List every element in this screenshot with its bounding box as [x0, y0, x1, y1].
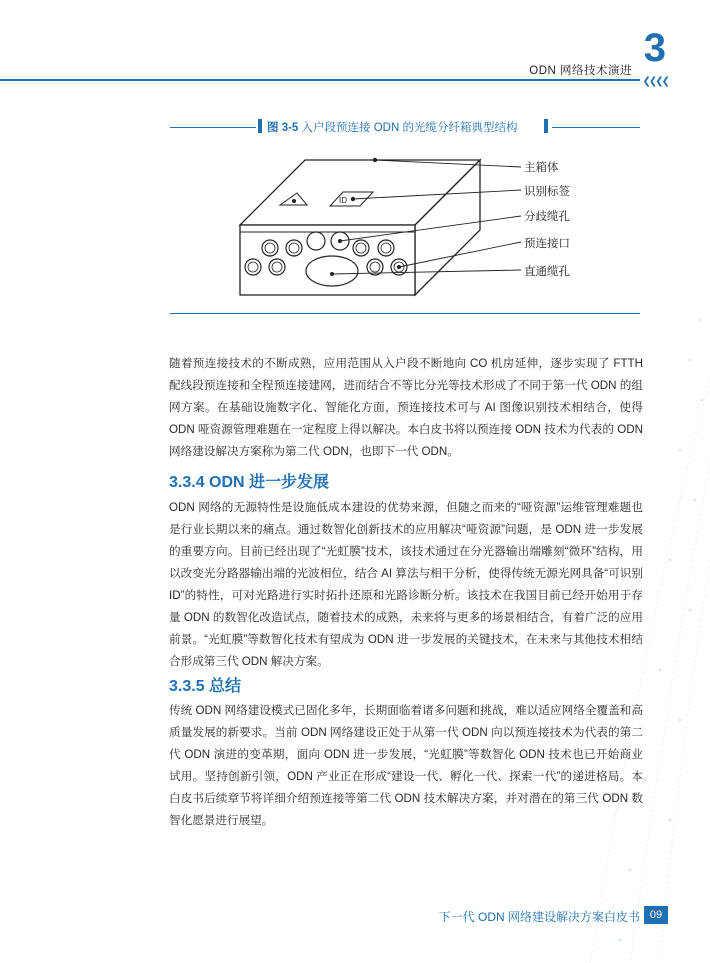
branch-hole: [353, 240, 369, 256]
footer-doc-title: 下一代 ODN 网络建设解决方案白皮书: [438, 910, 640, 924]
label-preconnect-port: 预连接口: [524, 238, 570, 250]
running-title: ODN 网络技术演进: [529, 65, 632, 77]
figure-caption: [267, 119, 517, 135]
section-335-text: 传统 ODN 网络建设模式已固化多年，长期面临着诸多问题和挑战，难以适应网络全覆盖和高质量发展的新要求。当前 ODN 网络建设正处于从第一代 ODN 向以预连接技术为代表的第二代 ODN 演进的变革期，面向 ODN 进一步发展，“光虹膜”等数智化 ODN 技术也已开始商业试用。坚持创新引领，ODN 产业正在形成“建设一代、孵化一代、探索一代”的递进格局。本白皮书后续章节将详细介绍预连接等第二代 ODN 技术解决方案，并对潜在的第三代 ODN 数智化愿景进行展望。: [169, 704, 643, 827]
chevron-decoration-icon: ❮❮❮❮: [642, 76, 668, 87]
label-branch-hole: 分歧缆孔: [524, 211, 570, 223]
through-hole: [306, 256, 358, 286]
chapter-number: 3: [643, 26, 666, 70]
section-title-335: 3.3.5 总结: [169, 678, 242, 695]
figure-title-row: [170, 117, 640, 137]
figure-caption-text: 入户段预连接 ODN 的光缆分纤箱典型结构: [301, 122, 518, 134]
intro-paragraph-text: 随着预连接技术的不断成熟，应用范围从入户段不断地向 CO 机房延伸，逐步实现了 FTTH 配线段预连接和全程预连接建网，进而结合不等比分光等技术形成了不同于第一代 ODN 的组网方案。在基础设施数字化、智能化方面，预连接技术可与 AI 图像识别技术相结合，使得 ODN 哑资源管理难题在一定程度上得以解决。本白皮书将以预连接 ODN 技术为代表的 ODN 网络建设解决方案称为第二代 ODN，也即下一代 ODN。: [169, 357, 643, 458]
label-through-hole: 直通缆孔: [524, 266, 570, 278]
section-334-text: ODN 网络的无源特性是设施低成本建设的优势来源，但随之而来的“哑资源”运维管理难题也是行业长期以来的痛点。通过数智化创新技术的应用解决“哑资源”问题，是 ODN 进一步发展的重要方向。目前已经出现了“光虹膜”技术，该技术通过在分光器输出端雕刻“微环”结构，用以改变光分路器输出端的光波相位，结合 AI 算法与相干分析，使得传统无源光网具备“可识别 ID”的特性，可对光路进行实时拓扑还原和光路诊断分析。该技术在我国目前已经开始用于存量 ODN 的数智化改造试点，随着技术的成熟，未来将与更多的场景相结合，有着广泛的应用前景。“光虹膜”等数智化技术有望成为 ODN 进一步发展的关键技术，在未来与其他技术相结合形成第三代 ODN 解决方案。: [169, 501, 643, 668]
label-main-box: 主箱体: [524, 162, 559, 174]
id-tag-text: ID: [339, 196, 347, 205]
branch-hole: [378, 240, 394, 256]
page-number: 09: [644, 906, 668, 924]
intro-paragraph: [169, 353, 643, 463]
figure-title-rule-right: [552, 127, 640, 128]
header-rule: [0, 79, 640, 81]
branch-hole: [286, 240, 302, 256]
figure-bottom-rule: [170, 313, 640, 314]
branch-hole: [262, 240, 278, 256]
triangle-dot: [292, 199, 296, 203]
figure-title-rule-left: [170, 127, 256, 128]
branch-hole: [269, 259, 285, 275]
figure-marker-right: [544, 119, 548, 133]
figure-marker-left: [258, 119, 262, 133]
branch-hole: [245, 259, 261, 275]
figure-number: 图 3-5: [267, 122, 299, 134]
preconnect-port: [307, 232, 325, 250]
label-id-tag: 识别标签: [524, 186, 570, 198]
section-335-body: [169, 700, 643, 832]
section-334-body: [169, 497, 643, 673]
section-title-334: 3.3.4 ODN 进一步发展: [169, 474, 330, 491]
